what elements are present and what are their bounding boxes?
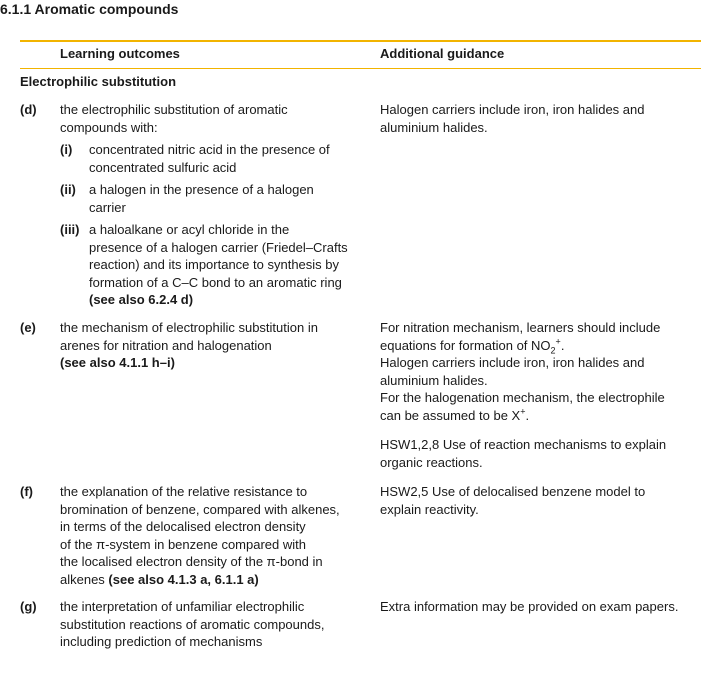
cross-reference: (see also 4.1.1 h–i) xyxy=(60,355,175,370)
text-line: For the halogenation mechanism, the electrophile xyxy=(380,390,665,405)
item-letter-g: (g) xyxy=(20,599,37,614)
item-g-guidance xyxy=(380,598,678,616)
text-line: the electrophilic substitution of aromatic xyxy=(60,102,288,117)
text-line: aluminium halides. xyxy=(380,119,488,135)
subitem-label-i: (i) xyxy=(60,142,73,157)
text-line: carrier xyxy=(89,199,126,215)
text-line: Halogen carriers include iron, iron halides and xyxy=(380,102,645,117)
text-line: HSW2,5 Use of delocalised benzene model to xyxy=(380,484,646,499)
text-fragment: can be assumed to be X xyxy=(380,407,521,423)
text-line: organic reactions. xyxy=(380,454,483,470)
subitem-label-iii: (iii) xyxy=(60,222,80,237)
text-line: concentrated nitric acid in the presence of xyxy=(89,142,330,157)
subitem-ii-text xyxy=(89,181,314,216)
page-title: 6.1.1 Aromatic compounds xyxy=(0,1,179,17)
text-line: formation of a C–C bond to an aromatic ring xyxy=(89,274,342,290)
item-d-guidance xyxy=(380,101,644,136)
text-fragment: . xyxy=(525,407,530,423)
text-line: Extra information may be provided on exam papers. xyxy=(380,599,679,614)
text-line: presence of a halogen carrier (Friedel–Crafts xyxy=(89,239,348,255)
item-letter-e: (e) xyxy=(20,320,36,335)
text-line: arenes for nitration and halogenation xyxy=(60,337,272,353)
text-line xyxy=(380,407,665,425)
text-line xyxy=(380,337,665,355)
cross-reference: (see also 4.1.3 a, 6.1.1 a) xyxy=(108,571,259,587)
text-fragment: . xyxy=(560,337,565,353)
superscript: + xyxy=(520,406,526,417)
superscript: + xyxy=(555,336,561,347)
header-rule xyxy=(20,68,701,69)
text-line: Halogen carriers include iron, iron halides and xyxy=(380,355,645,370)
section-heading: Electrophilic substitution xyxy=(20,74,177,89)
text-line: concentrated sulfuric acid xyxy=(89,159,237,175)
subitem-i-text xyxy=(89,141,330,176)
column-header-learning-outcomes: Learning outcomes xyxy=(60,46,180,61)
item-g-text xyxy=(60,598,324,651)
subscript: 2 xyxy=(550,345,556,356)
text-line: of the π-system in benzene compared with xyxy=(60,536,306,552)
item-e-hsw xyxy=(380,436,666,471)
subitem-label-ii: (ii) xyxy=(60,182,76,197)
text-line: a haloalkane or acyl chloride in the xyxy=(89,222,290,237)
text-line: the mechanism of electrophilic substitution in xyxy=(60,320,318,335)
title-rule xyxy=(20,40,701,42)
text-line: substitution reactions of aromatic compounds, xyxy=(60,616,325,632)
text-line: a halogen in the presence of a halogen xyxy=(89,182,314,197)
text-line: aluminium halides. xyxy=(380,372,488,388)
column-header-additional-guidance: Additional guidance xyxy=(380,46,505,61)
text-line: the localised electron density of the π-bond in xyxy=(60,554,323,569)
item-e-guidance xyxy=(380,319,665,424)
text-line: bromination of benzene, compared with alkenes, xyxy=(60,501,340,517)
text-line: reaction) and its importance to synthesis by xyxy=(89,257,340,272)
item-letter-f: (f) xyxy=(20,484,33,499)
item-d-text xyxy=(60,101,288,136)
text-line: HSW1,2,8 Use of reaction mechanisms to explain xyxy=(380,437,667,452)
item-e-text xyxy=(60,319,318,372)
text-line: explain reactivity. xyxy=(380,501,479,517)
subitem-iii-text xyxy=(89,221,348,309)
text-line: in terms of the delocalised electron density xyxy=(60,519,306,534)
text-fragment: equations for formation of NO xyxy=(380,337,551,353)
text-line: compounds with: xyxy=(60,119,158,135)
item-letter-d: (d) xyxy=(20,102,37,117)
item-f-guidance xyxy=(380,483,645,518)
text-fragment: alkenes xyxy=(60,571,109,587)
text-line: For nitration mechanism, learners should include xyxy=(380,320,661,335)
item-f-text xyxy=(60,483,340,588)
text-line: the interpretation of unfamiliar electrophilic xyxy=(60,599,305,614)
text-line: the explanation of the relative resistance to xyxy=(60,484,308,499)
text-line xyxy=(60,571,340,589)
cross-reference: (see also 6.2.4 d) xyxy=(89,292,194,307)
text-line: including prediction of mechanisms xyxy=(60,634,263,649)
